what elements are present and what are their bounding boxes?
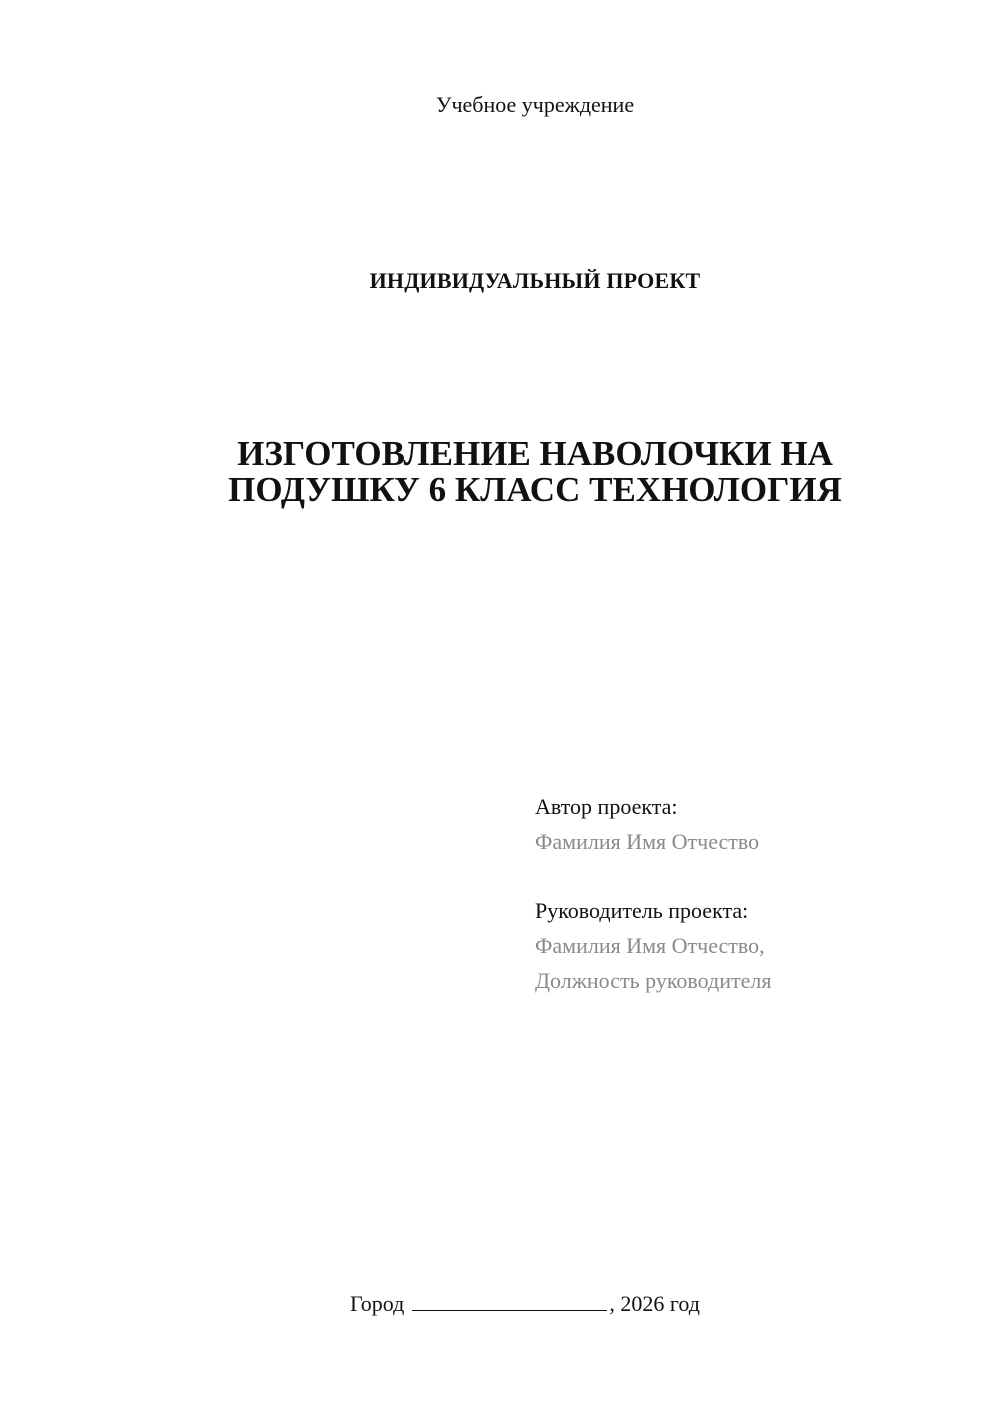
credits-spacer — [535, 859, 975, 893]
project-title-line-1: ИЗГОТОВЛЕНИЕ НАВОЛОЧКИ НА — [237, 434, 833, 473]
author-name-placeholder: Фамилия Имя Отчество — [535, 829, 760, 854]
city-label: Город — [350, 1291, 405, 1316]
city-blank-line — [412, 1290, 607, 1311]
supervisor-name-placeholder: Фамилия Имя Отчество, — [535, 933, 765, 958]
project-title-line-2: ПОДУШКУ 6 КЛАСС ТЕХНОЛОГИЯ — [228, 470, 842, 509]
institution-name: Учебное учреждение — [435, 92, 635, 117]
year-text: , 2026 год — [609, 1291, 700, 1316]
document-type: ИНДИВИДУАЛЬНЫЙ ПРОЕКТ — [369, 268, 701, 293]
credits-block — [535, 789, 975, 998]
footer-line — [350, 1290, 700, 1317]
author-label: Автор проекта: — [535, 794, 678, 819]
supervisor-position-placeholder: Должность руководителя — [535, 968, 772, 993]
supervisor-label: Руководитель проекта: — [535, 898, 749, 923]
project-title — [160, 436, 910, 508]
